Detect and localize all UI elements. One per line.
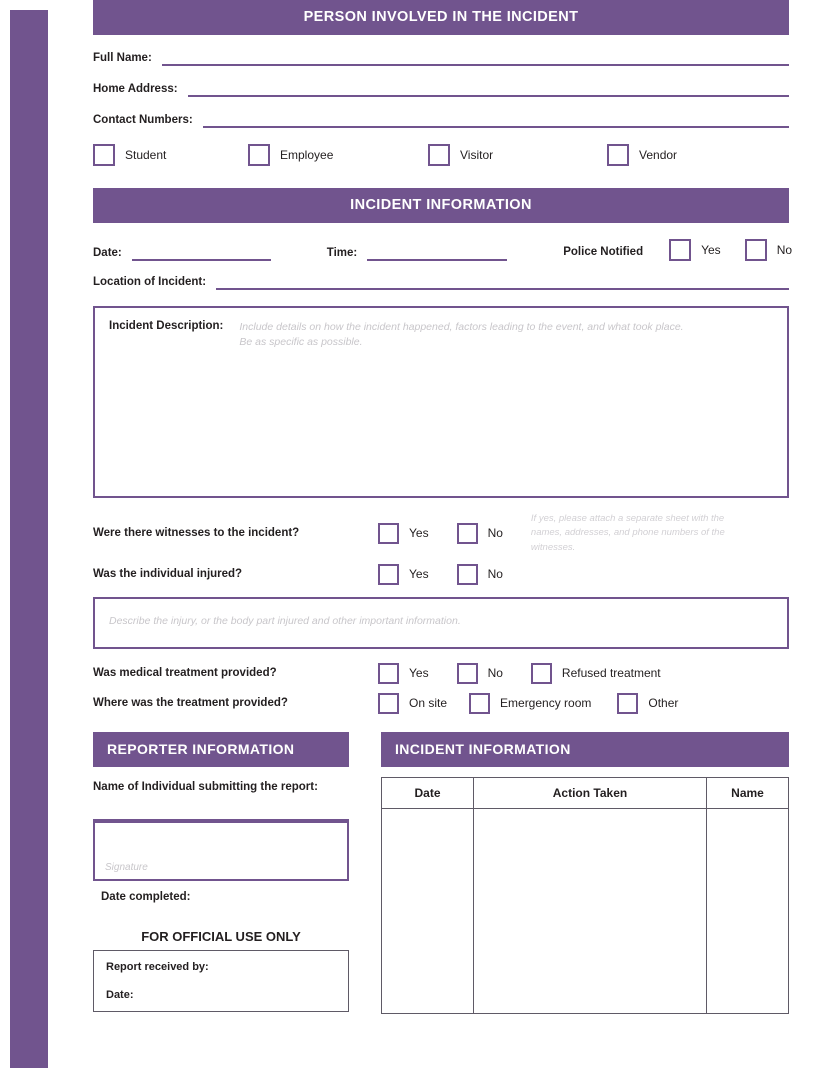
home-address-input-line[interactable]: [188, 80, 789, 97]
date-completed-label: Date completed:: [101, 890, 191, 903]
checkbox-label-medical-refused: Refused treatment: [561, 666, 661, 681]
location-of-incident-input-line[interactable]: [216, 273, 789, 290]
checkbox-icon-visitor[interactable]: [428, 144, 450, 166]
signature-placeholder: Signature: [105, 861, 148, 873]
column-header-action-taken: Action Taken: [474, 777, 707, 808]
reporter-name-input-line[interactable]: [93, 793, 349, 821]
checkbox-label-medical-yes: Yes: [409, 666, 429, 681]
incident-description-textarea[interactable]: [93, 306, 789, 498]
section-header-person-involved: PERSON INVOLVED IN THE INCIDENT: [93, 0, 789, 35]
column-header-name: Name: [707, 777, 789, 808]
injured-question-label: Was the individual injured?: [93, 568, 243, 581]
cell-action-taken[interactable]: [474, 808, 707, 1013]
question-row-treatment-location: [93, 693, 789, 714]
checkbox-label-visitor: Visitor: [460, 148, 494, 162]
checkbox-option-location-other[interactable]: [617, 693, 678, 714]
checkbox-label-police-no: No: [776, 243, 793, 257]
checkbox-label-witnesses-yes: Yes: [409, 526, 429, 541]
witnesses-question-label: Were there witnesses to the incident?: [93, 527, 300, 540]
table-header-row: [382, 777, 789, 808]
police-notified-label: Police Notified: [563, 246, 644, 258]
checkbox-option-vendor[interactable]: [607, 144, 677, 166]
home-address-label: Home Address:: [93, 83, 178, 95]
incident-date-label: Date:: [93, 247, 122, 259]
checkbox-option-location-on-site[interactable]: [378, 693, 447, 714]
checkbox-icon-injured-no[interactable]: [457, 564, 478, 585]
bottom-sections: [93, 732, 789, 1014]
incident-description-label: Incident Description:: [109, 320, 224, 332]
checkbox-option-witnesses-no[interactable]: [457, 523, 503, 544]
cell-name[interactable]: [707, 808, 789, 1013]
witnesses-attachment-note: If yes, please attach a separate sheet with the names, addresses, and phone numbers of the witnesses.: [530, 513, 725, 553]
checkbox-label-injured-no: No: [487, 567, 503, 582]
incident-log-section: [381, 732, 789, 1014]
checkbox-icon-police-yes[interactable]: [669, 239, 691, 261]
checkbox-icon-location-on-site[interactable]: [378, 693, 399, 714]
checkbox-icon-vendor[interactable]: [607, 144, 629, 166]
checkbox-label-vendor: Vendor: [639, 148, 678, 162]
checkbox-option-injured-no[interactable]: [457, 564, 503, 585]
checkbox-label-location-emergency-room: Emergency room: [500, 696, 592, 711]
checkbox-icon-witnesses-no[interactable]: [457, 523, 478, 544]
person-type-checkbox-row: [93, 144, 789, 166]
checkbox-label-medical-no: No: [487, 666, 503, 681]
checkbox-option-police-yes[interactable]: [669, 239, 721, 261]
incident-description-placeholder: Include details on how the incident happened, factors leading to the event, and what took place. Be as specific as possible.: [239, 321, 684, 349]
checkbox-option-medical-refused[interactable]: [531, 663, 661, 684]
injury-description-placeholder: Describe the injury, or the body part injured and other important information.: [109, 614, 461, 627]
checkbox-icon-injured-yes[interactable]: [378, 564, 399, 585]
checkbox-icon-student[interactable]: [93, 144, 115, 166]
checkbox-option-location-emergency-room[interactable]: [469, 693, 591, 714]
checkbox-option-medical-no[interactable]: [457, 663, 503, 684]
report-received-by-label: Report received by:: [106, 960, 209, 973]
contact-numbers-input-line[interactable]: [203, 111, 789, 128]
checkbox-label-location-other: Other: [648, 696, 679, 711]
checkbox-label-location-on-site: On site: [409, 696, 448, 711]
checkbox-option-visitor[interactable]: [428, 144, 607, 166]
checkbox-label-employee: Employee: [280, 148, 334, 162]
form-content: [93, 0, 793, 1014]
incident-time-label: Time:: [326, 247, 358, 259]
checkbox-icon-location-other[interactable]: [617, 693, 638, 714]
incident-date-time-row: [93, 239, 793, 261]
checkbox-icon-employee[interactable]: [248, 144, 270, 166]
checkbox-option-witnesses-yes[interactable]: [378, 523, 429, 544]
table-row[interactable]: [382, 808, 789, 1013]
reporter-name-label: Name of Individual submitting the report:: [93, 780, 318, 793]
checkbox-option-student[interactable]: [93, 144, 248, 166]
checkbox-label-injured-yes: Yes: [409, 567, 429, 582]
checkbox-label-police-yes: Yes: [701, 243, 721, 257]
full-name-label: Full Name:: [93, 52, 152, 64]
field-contact-numbers[interactable]: [93, 111, 789, 128]
column-header-date: Date: [382, 777, 474, 808]
checkbox-option-police-no[interactable]: [745, 239, 792, 261]
question-row-witnesses: [93, 512, 789, 555]
checkbox-label-witnesses-no: No: [487, 526, 503, 541]
treatment-location-question-label: Where was the treatment provided?: [93, 697, 288, 710]
reporter-information-section: [93, 732, 349, 1014]
full-name-input-line[interactable]: [162, 49, 789, 66]
checkbox-icon-location-emergency-room[interactable]: [469, 693, 490, 714]
checkbox-icon-medical-refused[interactable]: [531, 663, 552, 684]
signature-field[interactable]: [93, 821, 349, 881]
cell-date[interactable]: [382, 808, 474, 1013]
checkbox-option-medical-yes[interactable]: [378, 663, 429, 684]
checkbox-icon-medical-yes[interactable]: [378, 663, 399, 684]
section-header-reporter-information: REPORTER INFORMATION: [93, 732, 349, 767]
injury-description-textarea[interactable]: [93, 597, 789, 649]
official-use-box: [93, 950, 349, 1012]
checkbox-icon-medical-no[interactable]: [457, 663, 478, 684]
checkbox-option-injured-yes[interactable]: [378, 564, 429, 585]
official-use-title: FOR OFFICIAL USE ONLY: [141, 928, 301, 944]
medical-treatment-question-label: Was medical treatment provided?: [93, 667, 277, 680]
question-row-injured: [93, 564, 789, 585]
official-date-label: Date:: [106, 988, 134, 1001]
checkbox-icon-police-no[interactable]: [745, 239, 767, 261]
location-of-incident-label: Location of Incident:: [93, 276, 207, 288]
incident-time-input-line[interactable]: [367, 244, 507, 261]
contact-numbers-label: Contact Numbers:: [93, 114, 193, 126]
incident-date-input-line[interactable]: [132, 244, 271, 261]
checkbox-icon-witnesses-yes[interactable]: [378, 523, 399, 544]
field-home-address[interactable]: [93, 80, 789, 97]
section-header-incident-log: INCIDENT INFORMATION: [381, 732, 789, 767]
checkbox-label-student: Student: [125, 148, 167, 162]
field-full-name[interactable]: [93, 49, 789, 66]
decorative-sidebar-stripe: [10, 10, 48, 1068]
field-location-of-incident[interactable]: [93, 273, 789, 290]
checkbox-option-employee[interactable]: [248, 144, 428, 166]
incident-action-log-table: [381, 777, 789, 1014]
question-row-medical-treatment: [93, 663, 789, 684]
section-header-incident-information: INCIDENT INFORMATION: [93, 188, 789, 223]
